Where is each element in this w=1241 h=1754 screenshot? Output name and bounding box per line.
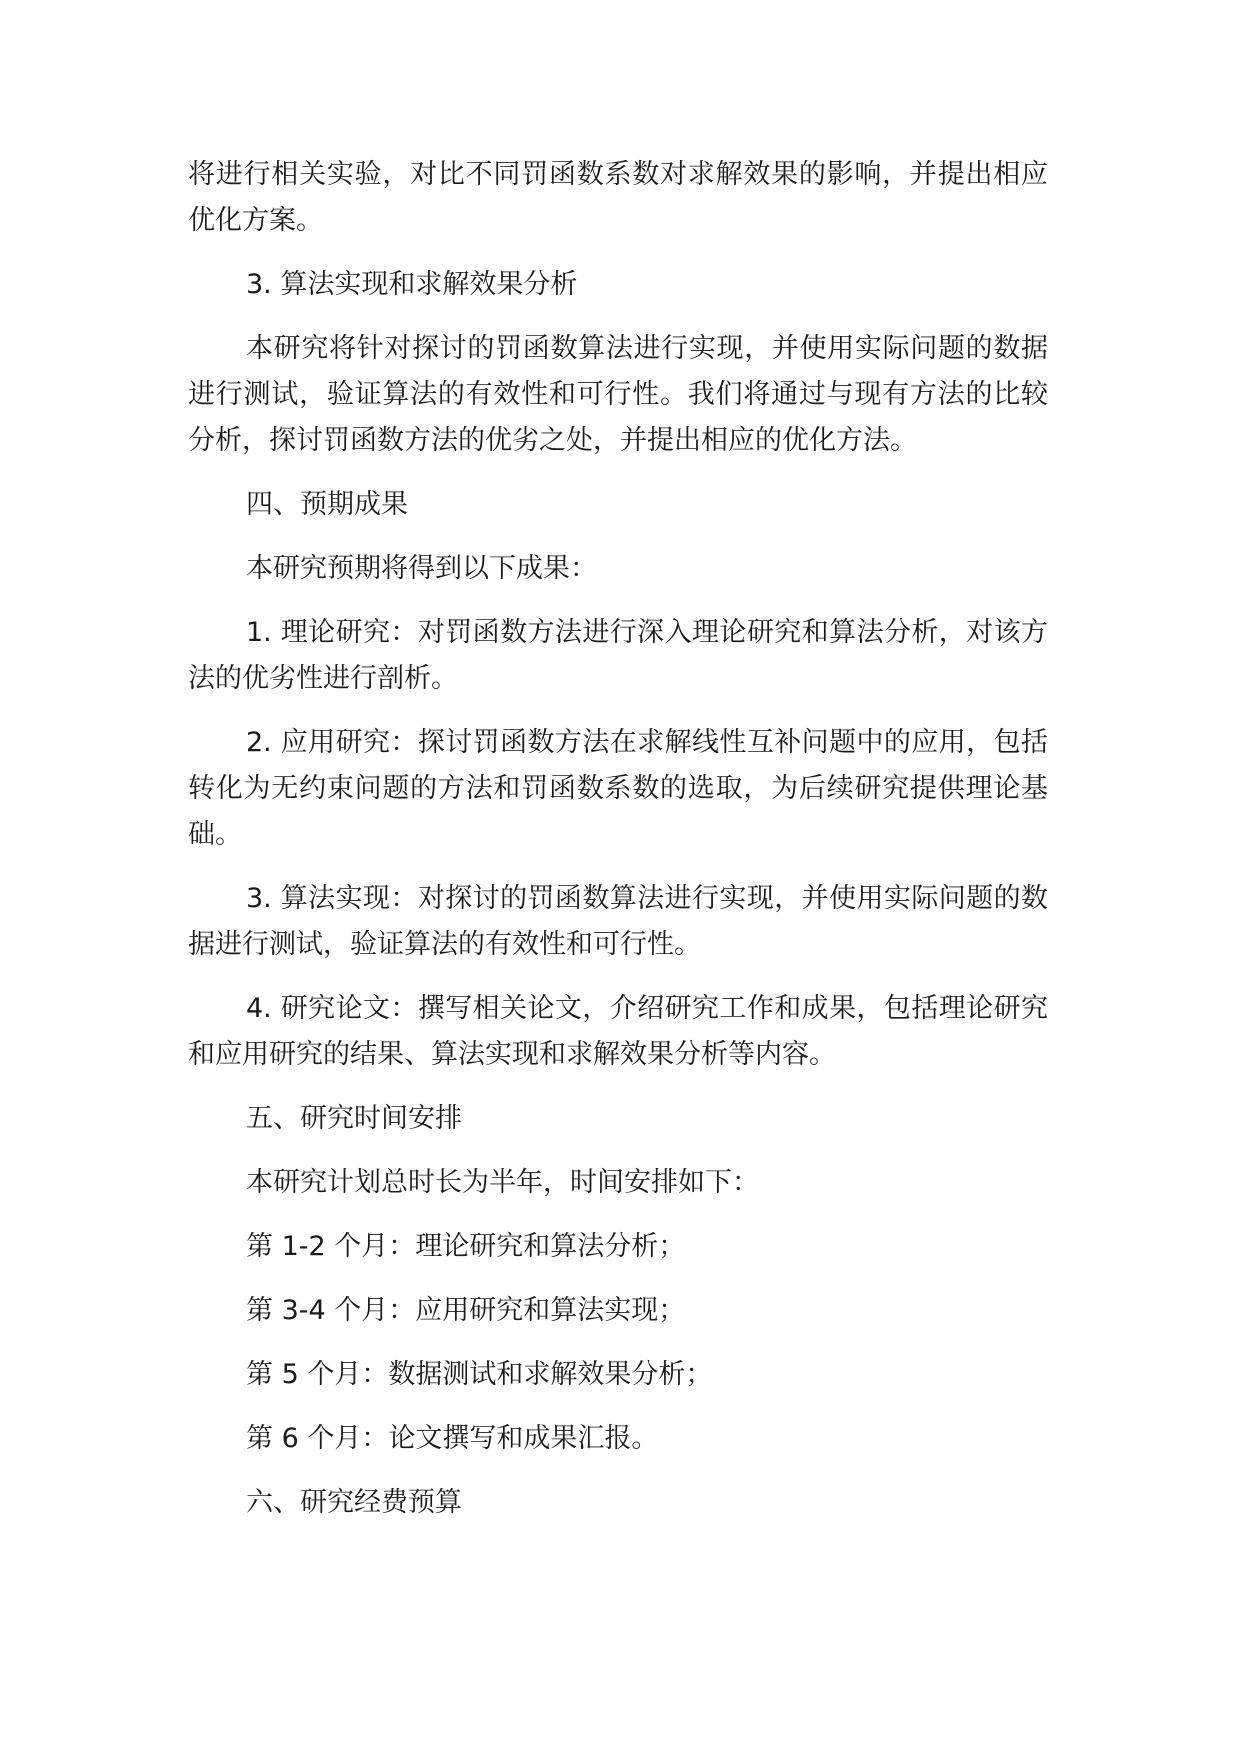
paragraph-implementation-details: 本研究将针对探讨的罚函数算法进行实现，并使用实际问题的数据进行测试，验证算法的有效性和可行性。我们将通过与现有方法的比较分析，探讨罚函数方法的优劣之处，并提出相应的优化方法。 bbox=[188, 333, 1048, 456]
subheading-algorithm-implementation: 3. 算法实现和求解效果分析 bbox=[246, 269, 578, 300]
paragraph-expected-results-intro: 本研究预期将得到以下成果： bbox=[246, 553, 597, 584]
list-item-research-paper: 4. 研究论文：撰写相关论文，介绍研究工作和成果，包括理论研究和应用研究的结果、算法实现和求解效果分析等内容。 bbox=[188, 993, 1048, 1070]
list-item-application-research: 2. 应用研究：探讨罚函数方法在求解线性互补问题中的应用，包括转化为无约束问题的方法和罚函数系数的选取，为后续研究提供理论基础。 bbox=[188, 727, 1048, 850]
paragraph-schedule-intro: 本研究计划总时长为半年，时间安排如下： bbox=[246, 1167, 759, 1198]
section-heading-budget: 六、研究经费预算 bbox=[246, 1487, 462, 1518]
schedule-item-month-1-2: 第 1-2 个月：理论研究和算法分析； bbox=[246, 1231, 686, 1262]
paragraph-continuation: 将进行相关实验，对比不同罚函数系数对求解效果的影响，并提出相应优化方案。 bbox=[188, 159, 1048, 236]
schedule-item-month-5: 第 5 个月：数据测试和求解效果分析； bbox=[246, 1359, 713, 1390]
schedule-item-month-3-4: 第 3-4 个月：应用研究和算法实现； bbox=[246, 1295, 686, 1326]
section-heading-schedule: 五、研究时间安排 bbox=[246, 1103, 462, 1134]
list-item-algorithm-implementation: 3. 算法实现：对探讨的罚函数算法进行实现，并使用实际问题的数据进行测试，验证算法的有效性和可行性。 bbox=[188, 883, 1048, 960]
schedule-item-month-6: 第 6 个月：论文撰写和成果汇报。 bbox=[246, 1423, 659, 1454]
list-item-theory-research: 1. 理论研究：对罚函数方法进行深入理论研究和算法分析，对该方法的优劣性进行剖析。 bbox=[188, 617, 1048, 694]
section-heading-expected-results: 四、预期成果 bbox=[246, 489, 408, 520]
document-body bbox=[188, 152, 1048, 1544]
